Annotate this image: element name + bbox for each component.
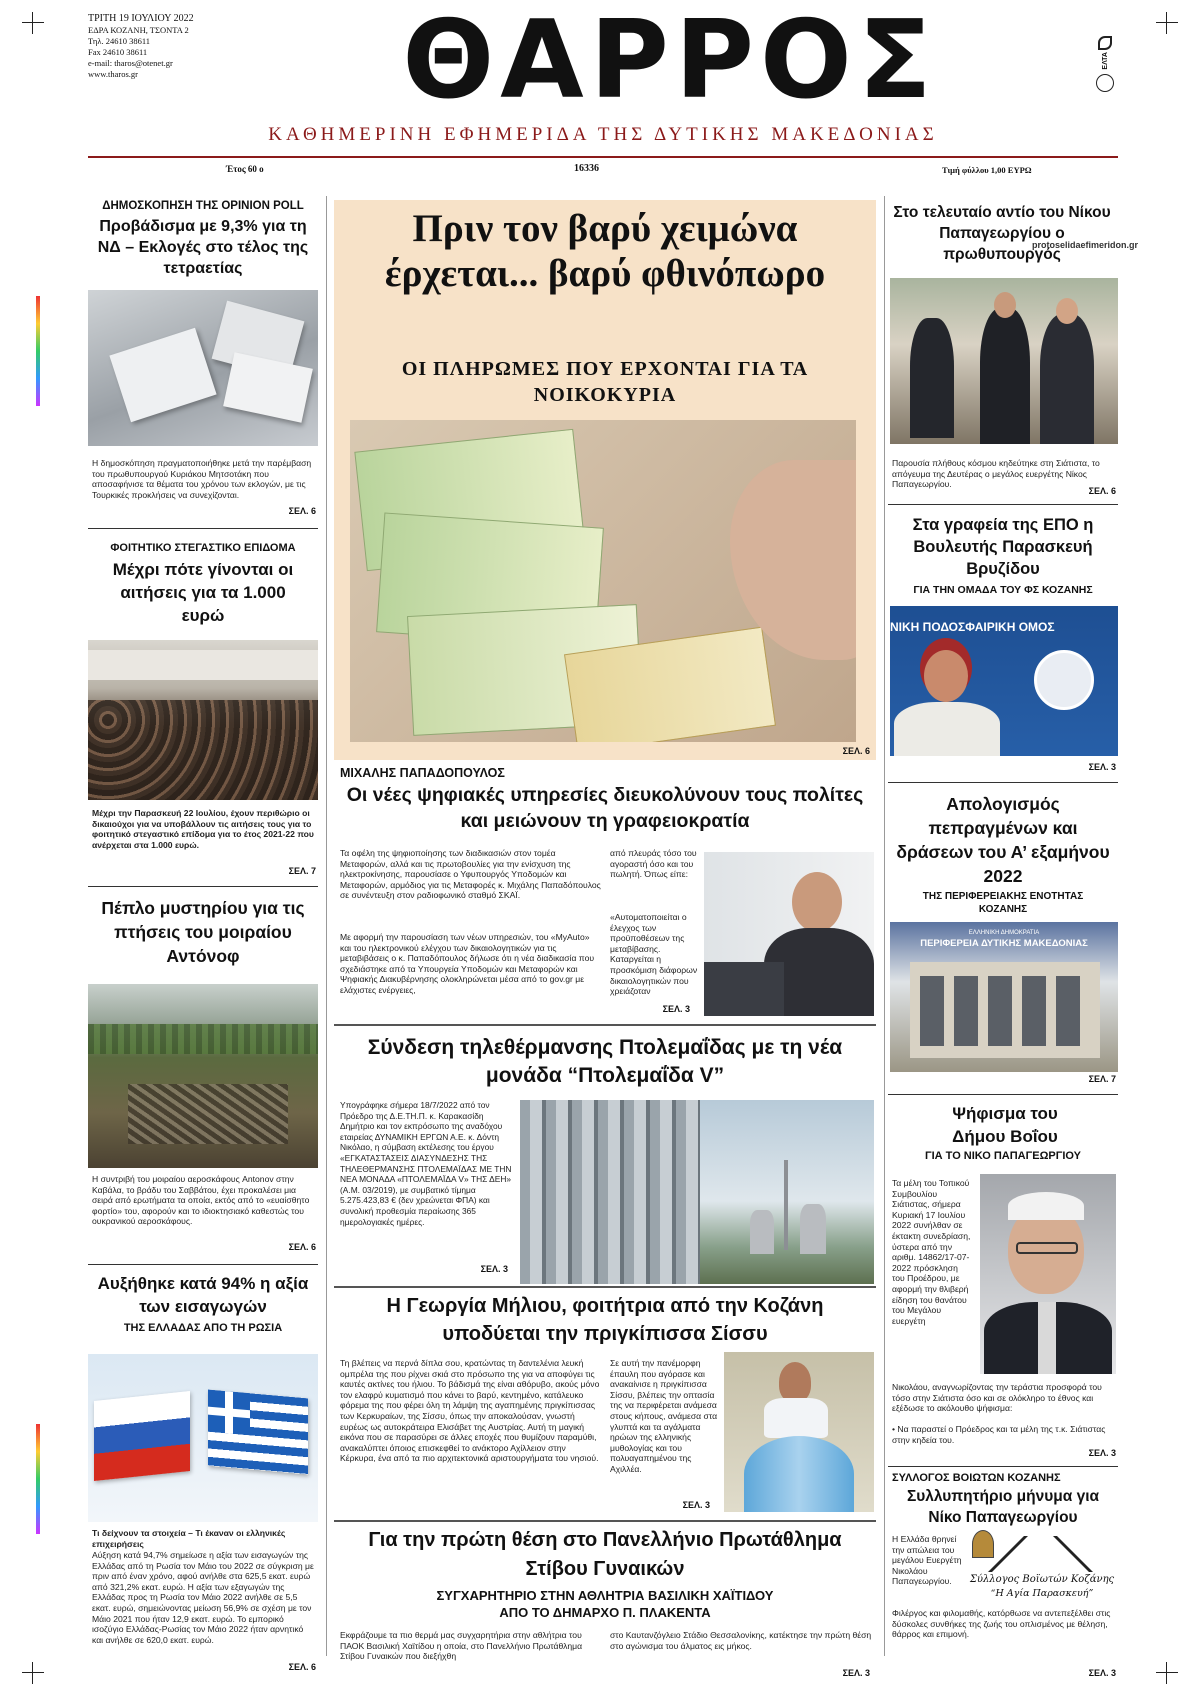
lead-story-title[interactable]: Πριν τον βαρύ χειμώνα έρχεται... βαρύ φθινόπωρο	[384, 207, 826, 295]
lecture-hall-photo	[88, 640, 318, 800]
article-digital-page[interactable]: ΣΕΛ. 3	[662, 1004, 690, 1014]
article-digital-body-1: Τα οφέλη της ψηφιοποίησης των διαδικασιών στον τομέα Μεταφορών, αλλά και τις πρωτοβουλίες για την ενίσχυση της ηλεκτροκίνησης, παρουσίασε ο Υφυπουργός Υποδομών και Μεταφορών, αρμόδιος για τις Μεταφορές κ. Μιχάλης Παπαδόπουλος σε συνέντευξη στον ραδιοφωνικό σταθμό ΣΚΑΪ.	[340, 848, 601, 901]
article-athlete-body-2: στο Καυτανζόγλειο Στάδιο Θεσσαλονίκης, κατέκτησε την πρώτη θέση στο αγώνισμα του άλματος εις μήκος.	[610, 1630, 872, 1651]
euro-banknotes-photo	[350, 420, 856, 742]
rule-center-2	[334, 1286, 876, 1288]
article-funeral-title[interactable]: Στο τελευταίο αντίο του Νίκου Παπαγεωργίου ο πρωθυπουργός	[893, 204, 1111, 263]
article-imports-kicker: ΤΗΣ ΕΛΛΑΔΑΣ ΑΠΟ ΤΗ ΡΩΣΙΑ	[123, 1322, 283, 1334]
rule-right-1	[888, 504, 1118, 505]
email: e-mail: tharos@otenet.gr	[88, 58, 173, 68]
crop-mark-bottom-left	[22, 1662, 44, 1684]
funeral-procession-photo	[890, 278, 1118, 444]
article-heating-body: Υπογράφηκε σήμερα 18/7/2022 από τον Πρόεδρο της Δ.Ε.ΤΗ.Π. κ. Καρακασίδη Δημήτριο και τον εκπρόσωπο της αναδόχου εταιρείας ΔΥΝΑΜΙΚΗ ΕΡΓΩΝ Α.Ε. κ. Δόντη Νικόλαο, η σύμβαση εκτέλεσης του έργου «ΕΓΚΑΤΑΣΤΑΣΕΙΣ ΔΙΑΣΥΝΔΕΣΗΣ ΤΗΣ ΤΗΛΕΘΕΡΜΑΝΣΗΣ ΠΤΟΛΕΜΑΪΔΑΣ ΜΕ ΤΗΝ ΝΕΑ ΜΟΝΑΔΑ «ΠΤΟΛΕΜΑΪΔΑ V» ΤΗΣ ΔΕΗ» (Α.Μ. 03/2019), με συμβατικό τίμημα 5.275.423,83 € (δεν χρεώνεται ΦΠΑ) και συνολική προθεσμία περαίωσης 365 ημερολογιακές ημέρες.	[340, 1100, 512, 1227]
article-imports-lead: Τι δείχνουν τα στοιχεία – Τι έκαναν οι ελληνικές επιχειρήσεις	[92, 1528, 286, 1549]
greece-flag-icon	[208, 1390, 308, 1475]
article-heating-title[interactable]: Σύνδεση τηλεθέρμανσης Πτολεμαΐδας με τη νέα μονάδα “Πτολεμαΐδα V”	[367, 1036, 843, 1087]
article-resolution-body-2: Νικολάου, αναγνωρίζοντας την τεράστια προσφορά του τόσο στην Σιάτιστα όσο και σε ολόκληρο το έθνος και εξέδωσε το ακόλουθο ψήφισμα:	[892, 1382, 1102, 1414]
rule-center-1	[334, 1024, 876, 1026]
article-digital-body-2: Με αφορμή την παρουσίαση των νέων υπηρεσιών, του «MyAuto» και του ηλεκτρονικού ελέγχου των δικαιολογητικών για τις μεταβιβάσεις ο κ. Παπαδόπουλος δήλωσε ότι η νέα διαδικασία που σχεδιάστηκε από τα Υπουργεία Υποδομών και Μεταφορών και Ψηφιακής Διακυβέρνησης ολοκληρώνεται μέσα από το gov.gr με ελάχιστες ενέργειες,	[340, 932, 595, 995]
article-region-title[interactable]: Απολογισμός πεπραγμένων και δράσεων του Α’ εξαμήνου 2022	[896, 794, 1110, 886]
article-poll-kicker: ΔΗΜΟΣΚΟΠΗΣΗ ΤΗΣ OPINION POLL	[102, 200, 304, 212]
newspaper-subtitle: ΚΑΘΗΜΕΡΙΝΗ ΕΦΗΜΕΡΙΔΑ ΤΗΣ ΔΥΤΙΚΗΣ ΜΑΚΕΔΟΝΙΑΣ	[268, 124, 938, 145]
article-sissy-page[interactable]: ΣΕΛ. 3	[682, 1500, 710, 1510]
article-condolence-title[interactable]: Συλλυπητήριο μήνυμα για Νίκο Παπαγεωργίου	[906, 1488, 1100, 1526]
article-poll-page[interactable]: ΣΕΛ. 6	[288, 506, 316, 516]
article-student-page[interactable]: ΣΕΛ. 7	[288, 866, 316, 876]
article-antonov-body: Η συντριβή του μοιραίου αεροσκάφους Antonov στην Καβάλα, το βράδυ του Σαββάτου, έχει προκαλέσει μια σειρά από ερωτήματα τα οποία, εκτός από το «ευαίσθητο φορτίο» του, αφορούν και το ιδιοκτησιακό καθεστώς του ουκρανικού αεροσκάφους.	[92, 1174, 310, 1227]
article-heating-page[interactable]: ΣΕΛ. 3	[480, 1264, 508, 1274]
mountain-icon	[978, 1536, 1108, 1572]
watermark-text: protoselidaefimeridon.gr	[1032, 240, 1139, 250]
masthead-rule	[88, 156, 1118, 158]
association-logo: Σύλλογος Βοϊωτών Κοζάνης “Η Αγία Παρασκευή”	[968, 1530, 1116, 1602]
article-condolence-page[interactable]: ΣΕΛ. 3	[1088, 1668, 1116, 1678]
article-region-page[interactable]: ΣΕΛ. 7	[1088, 1074, 1116, 1084]
minister-photo	[704, 852, 874, 1016]
fax: Fax 24610 38611	[88, 47, 148, 57]
saint-icon	[972, 1530, 994, 1558]
ballot-photo	[88, 290, 318, 446]
article-digital-body-4: «Αυτοματοποιείται ο έλεγχος των προϋποθέσεων της μεταβίβασης. Καταργείται η προσκόμιση διάφορων δικαιολογητικών που χρειάζοταν	[610, 912, 698, 997]
article-athlete-page[interactable]: ΣΕΛ. 3	[842, 1668, 870, 1678]
region-building-photo: ΕΛΛΗΝΙΚΗ ΔΗΜΟΚΡΑΤΙΑ ΠΕΡΙΦΕΡΕΙΑ ΔΥΤΙΚΗΣ ΜΑΚΕΔΟΝΙΑΣ	[890, 922, 1118, 1072]
side-strip-left-bottom	[36, 1424, 40, 1534]
article-antonov-title[interactable]: Πέπλο μυστηρίου για τις πτήσεις του μοιραίου Αντόνοφ	[101, 898, 305, 966]
article-digital-kicker: ΜΙΧΑΛΗΣ ΠΑΠΑΔΟΠΟΥΛΟΣ	[340, 766, 505, 780]
article-resolution-page[interactable]: ΣΕΛ. 3	[1088, 1448, 1116, 1458]
elta-badge: ΕΛΤΑ	[1092, 36, 1118, 116]
article-athlete-body-1: Εκφράζουμε τα πιο θερμά μας συγχαρητήρια στην αθλήτρια του ΠΑΟΚ Βασιλική Χαϊτίδου η οποία, στο Πανελλήνιο Πρωτάθλημα Στίβου Γυναικών που διεξήχθη	[340, 1630, 583, 1662]
article-athlete-kicker-2: ΑΠΟ ΤΟ ΔΗΜΑΡΧΟ Π. ΠΛΑΚΕΝΤΑ	[499, 1605, 711, 1620]
crash-site-photo	[88, 984, 318, 1168]
rule-right-2	[888, 782, 1118, 783]
article-student-kicker: ΦΟΙΤΗΤΙΚΟ ΣΤΕΓΑΣΤΙΚΟ ΕΠΙΔΟΜΑ	[110, 542, 296, 554]
crop-mark-top-right	[1156, 12, 1178, 34]
elta-bird-icon	[1098, 36, 1112, 50]
year-label: Έτος 60 ο	[226, 164, 264, 174]
article-funeral-body: Παρουσία πλήθους κόσμου κηδεύτηκε στη Σιάτιστα, το απόγευμα της Δευτέρας ο μεγάλος ευεργέτης Νίκος Παπαγεωργίου.	[892, 458, 1100, 490]
issue-date: ΤΡΙΤΗ 19 ΙΟΥΛΙΟΥ 2022	[88, 13, 194, 24]
article-resolution-kicker: ΓΙΑ ΤΟ ΝΙΚΟ ΠΑΠΑΓΕΩΡΓΙΟΥ	[925, 1150, 1081, 1162]
rule-left-3	[88, 1264, 318, 1265]
article-resolution-title[interactable]: Ψήφισμα του Δήμου Βοΐου	[952, 1104, 1058, 1146]
rule-center-3	[334, 1520, 876, 1522]
article-region-kicker: ΤΗΣ ΠΕΡΙΦΕΡΕΙΑΚΗΣ ΕΝΟΤΗΤΑΣ ΚΟΖΑΝΗΣ	[922, 891, 1084, 915]
article-antonov-page[interactable]: ΣΕΛ. 6	[288, 1242, 316, 1252]
article-digital-title[interactable]: Οι νέες ψηφιακές υπηρεσίες διευκολύνουν τους πολίτες και μειώνουν τη γραφειοκρατία	[346, 784, 864, 832]
article-condolence-body-2: Φιλέργος και φιλομαθής, κατόρθωσε να αντεπεξέλθει στις δύσκολες συνθήκες της ζωής του οπλισμένος με θέληση, θάρρος και επιμονή.	[892, 1608, 1111, 1640]
article-imports-title[interactable]: Αυξήθηκε κατά 94% η αξία των εισαγωγών	[97, 1274, 309, 1316]
article-condolence-kicker: ΣΥΛΛΟΓΟΣ ΒΟΙΩΤΩΝ ΚΟΖΑΝΗΣ	[892, 1472, 1061, 1484]
crop-mark-bottom-right	[1156, 1662, 1178, 1684]
article-poll-title[interactable]: Προβάδισμα με 9,3% για τη ΝΔ – Εκλογές στο τέλος της τετραετίας	[97, 218, 309, 277]
article-poll-body: Η δημοσκόπηση πραγματοποιήθηκε μετά την παρέμβαση του πρωθυπουργού Κυριάκου Μητσοτάκη που αποσαφήνισε τα θέματα του χρόνου των εκλογών, με τις Τουρκικές προκλήσεις να συνεχίζονται.	[92, 458, 312, 500]
newspaper-logo: ΘΑΡΡΟΣ	[402, 0, 938, 123]
article-athlete-title[interactable]: Για την πρώτη θέση στο Πανελλήνιο Πρωτάθλημα Στίβου Γυναικών	[368, 1529, 842, 1580]
article-resolution-body-1: Τα μέλη του Τοπικού Συμβουλίου Σιάτιστας, σήμερα Κυριακή 17 Ιουλίου 2022 συνήλθαν σε έκτακτη συνεδρίαση, ύστερα από την αριθμ. 14862/17-07-2022 πρόσκληση του Προέδρου, με αφορμή την θλιβερή είδηση του θανάτου του Μεγάλου ευεργέτη	[892, 1178, 971, 1326]
rule-left-2	[88, 886, 318, 887]
column-divider-right	[884, 196, 885, 1656]
russia-flag-icon	[94, 1391, 190, 1481]
address: ΕΔΡΑ ΚΟΖΑΝΗ, ΤΣΟΝΤΑ 2	[88, 25, 189, 35]
telephone: Τηλ. 24610 38611	[88, 36, 151, 46]
lead-story-subtitle: ΟΙ ΠΛΗΡΩΜΕΣ ΠΟΥ ΕΡΧΟΝΤΑΙ ΓΙΑ ΤΑ ΝΟΙΚΟΚΥΡΙΑ	[401, 358, 809, 406]
rule-right-4	[888, 1466, 1118, 1467]
article-epo-page[interactable]: ΣΕΛ. 3	[1088, 762, 1116, 772]
article-sissy-body-2: Σε αυτή την πανέμορφη έπαυλη που αγόρασε και ανακαίνισε η πριγκίπισσα Σίσσυ, βλέπεις την οπτασία της να περιφέρεται ανάμεσα στους κήπους, ανάμεσα στα γλυπτά και τα αγάλματα ηρώων της ελληνικής μυθολογίας και του πολυαγαπημένου της Αχιλλέα.	[610, 1358, 718, 1474]
website: www.tharos.gr	[88, 69, 138, 79]
article-funeral-page[interactable]: ΣΕΛ. 6	[1088, 486, 1116, 496]
benefactor-portrait-photo	[980, 1174, 1116, 1374]
rule-left-1	[88, 528, 318, 529]
lead-story-page[interactable]: ΣΕΛ. 6	[842, 746, 870, 756]
princess-sissy-photo	[724, 1352, 874, 1512]
article-sissy-body-1: Τη βλέπεις να περνά δίπλα σου, κρατώντας τη δαντελένια λευκή ομπρέλα της που ρίχνει σκιά στο πρόσωπο της για να αποφύγει τις καυτές ακτίνες του ήλιου. Το βάδισμά της είναι αθόρυβο, ακούς μόνο τον ελαφρύ κυματισμό που κάνει το βαρύ, κεντημένο, κατάλευκο φόρεμα της που φέρει όλη τη λάμψη της αγαπημένης πριγκίπισσας των Κερκυραίων, της Σίσσυ, όπως την αποκαλούσαν, γνωστή ευρέως ως αυτοκράτειρα Ελισάβετ της Αυστρίας. Αυτή τη μαγική εικόνα που σε παρασύρει σε άλλες εποχές που θυμίζουν παραμύθι, ανακαλύπτει όποιος επισκεφθεί το ανάκτορο Αχίλλειον στην Κέρκυρα, ένα από τα πιο αρχιτεκτονικά αριστουργήματα του νησιού.	[340, 1358, 600, 1464]
side-strip-left-top	[36, 296, 40, 406]
price-label: Τιμή φύλλου 1,00 ΕΥΡΩ	[942, 165, 1032, 175]
column-divider-left	[326, 196, 327, 1656]
article-epo-title[interactable]: Στα γραφεία της ΕΠΟ η Βουλευτής Παρασκευή Βρυζίδου	[912, 516, 1094, 578]
rule-right-3	[888, 1094, 1118, 1095]
elta-seal-icon	[1096, 74, 1114, 92]
issue-number: 16336	[574, 163, 599, 174]
masthead-info	[88, 12, 238, 80]
mp-portrait-photo: ΝΙΚΗ ΠΟΔΟΣΦΑΙΡΙΚΗ ΟΜΟΣ	[890, 606, 1118, 756]
article-athlete-kicker-1: ΣΥΓΧΑΡΗΤΗΡΙΟ ΣΤΗΝ ΑΘΛΗΤΡΙΑ ΒΑΣΙΛΙΚΗ ΧΑΪΤΙΔΟΥ	[436, 1588, 774, 1603]
article-imports-body: Αύξηση κατά 94,7% σημείωσε η αξία των εισαγωγών της Ελλάδας από τη Ρωσία τον Μάιο του 2022 σε σύγκριση με πριν από έναν χρόνο, αφού ανήλθε στα 625,5 εκατ. ευρώ από 321,2% εκατ. ευρώ. Η αξία των εξαγωγών της Ελλάδας προς τη Ρωσία τον Μάιο 2022 ανήλθε σε 5,5 εκατ. ευρώ, σημειώνοντας μείωση 56,9% σε σχέση με τον Μάιο 2021 που ήταν 12,9 εκατ. ευρώ. Το εμπορικό ισοζύγιο Ελλάδας-Ρωσίας τον Μάιο 2022 ήταν αρνητικό και ανήλθε σε 620,0 εκατ. ευρώ.	[92, 1550, 314, 1645]
article-student-title[interactable]: Μέχρι πότε γίνονται οι αιτήσεις για τα 1.000 ευρώ	[112, 560, 294, 625]
article-condolence-body-1: Η Ελλάδα θρηνεί την απώλεια του μεγάλου Ευεργέτη Νικολάου Παπαγεωργίου.	[892, 1534, 962, 1587]
flags-photo	[88, 1354, 318, 1522]
article-imports-page[interactable]: ΣΕΛ. 6	[288, 1662, 316, 1672]
article-sissy-title[interactable]: Η Γεωργία Μήλιου, φοιτήτρια από την Κοζάνη υποδύεται την πριγκίπισσα Σίσσυ	[386, 1295, 824, 1345]
article-digital-body-3: από πλευράς τόσο του αγοραστή όσο και του πωλητή. Όπως είπε:	[610, 848, 697, 880]
article-student-body: Μέχρι την Παρασκευή 22 Ιουλίου, έχουν περιθώριο οι δικαιούχοι για να υποβάλλουν τις αιτήσεις τους για το φοιτητικό στεγαστικό επίδομα για το έτος 2021-22 που ανέρχεται στα 1.000 ευρώ.	[92, 808, 314, 850]
article-epo-kicker: ΓΙΑ ΤΗΝ ΟΜΑΔΑ ΤΟΥ ΦΣ ΚΟΖΑΝΗΣ	[913, 584, 1093, 596]
heating-plant-photo	[520, 1100, 874, 1284]
article-resolution-body-3: • Να παραστεί ο Πρόεδρος και τα μέλη της τ.κ. Σιάτιστας στην κηδεία του.	[892, 1424, 1106, 1445]
crop-mark-top-left	[22, 12, 44, 34]
